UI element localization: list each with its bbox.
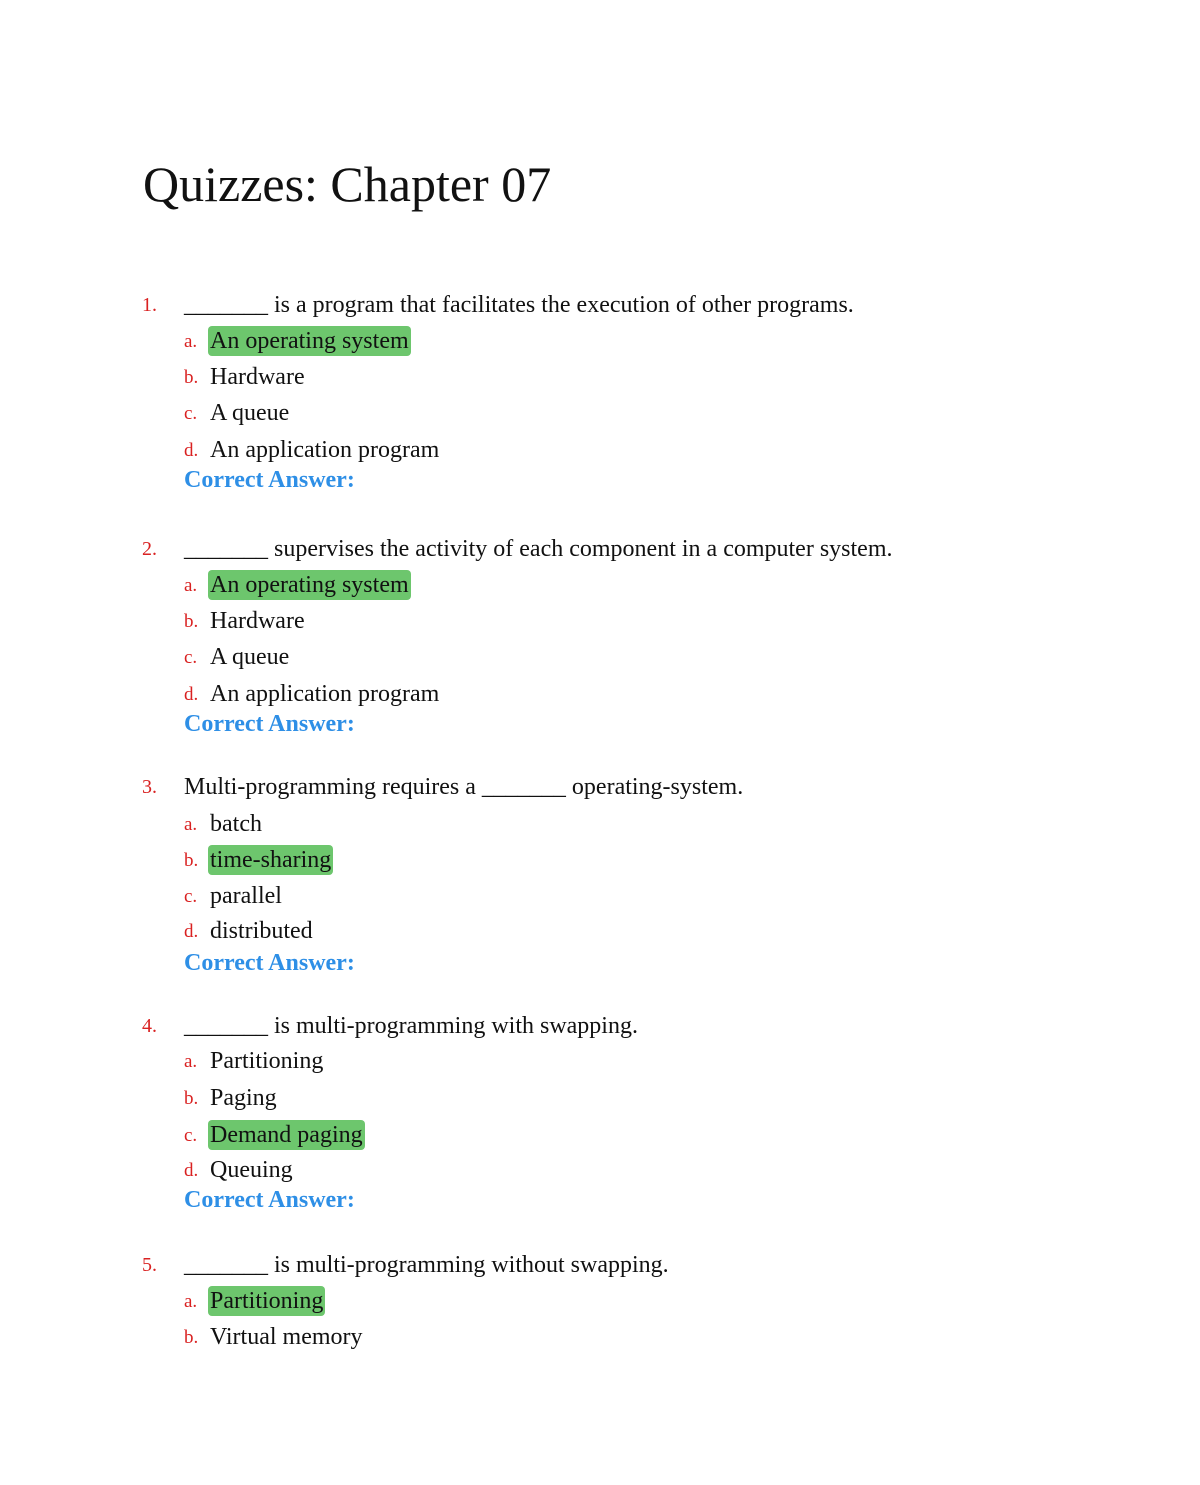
option-4d bbox=[0, 1155, 1200, 1185]
option-2a bbox=[0, 570, 1200, 600]
question-number: 2. bbox=[142, 538, 157, 560]
question-1 bbox=[0, 290, 1200, 320]
option-5a bbox=[0, 1286, 1200, 1316]
question-number: 5. bbox=[142, 1254, 157, 1276]
option-letter: a. bbox=[184, 1051, 198, 1072]
option-text: Queuing bbox=[210, 1157, 293, 1183]
option-text-highlighted: An operating system bbox=[210, 328, 409, 354]
option-3d bbox=[0, 916, 1200, 946]
option-2c bbox=[0, 642, 1200, 672]
question-3 bbox=[0, 772, 1200, 802]
option-letter: c. bbox=[184, 886, 198, 907]
option-4a bbox=[0, 1046, 1200, 1076]
option-letter: a. bbox=[184, 575, 198, 596]
option-5b bbox=[0, 1322, 1200, 1352]
question-stem: Multi-programming requires a _______ operating-system. bbox=[184, 774, 744, 800]
question-stem: _______ supervises the activity of each component in a computer system. bbox=[184, 536, 893, 562]
option-text: parallel bbox=[210, 883, 282, 909]
option-text-highlighted: Partitioning bbox=[210, 1288, 324, 1314]
question-stem: _______ is a program that facilitates the execution of other programs. bbox=[184, 292, 854, 318]
option-text-highlighted: Demand paging bbox=[210, 1122, 363, 1148]
option-1c bbox=[0, 398, 1200, 428]
option-letter: c. bbox=[184, 403, 198, 424]
option-letter: c. bbox=[184, 1125, 198, 1146]
question-stem: _______ is multi-programming without swapping. bbox=[184, 1252, 669, 1278]
option-text: batch bbox=[210, 811, 262, 837]
question-number: 3. bbox=[142, 776, 157, 798]
option-text: distributed bbox=[210, 918, 313, 944]
option-letter: b. bbox=[184, 611, 199, 632]
correct-answer-label: Correct Answer: bbox=[184, 950, 355, 976]
option-text: Paging bbox=[210, 1085, 277, 1111]
option-text: An application program bbox=[210, 681, 440, 707]
option-text-highlighted: time-sharing bbox=[210, 847, 332, 873]
correct-answer-label: Correct Answer: bbox=[184, 711, 355, 737]
correct-answer-label: Correct Answer: bbox=[184, 467, 355, 493]
option-letter: b. bbox=[184, 1327, 199, 1348]
option-text: Partitioning bbox=[210, 1048, 324, 1074]
option-text-highlighted: An operating system bbox=[210, 572, 409, 598]
question-2 bbox=[0, 534, 1200, 564]
option-3a bbox=[0, 809, 1200, 839]
option-text: Virtual memory bbox=[210, 1324, 363, 1350]
option-letter: a. bbox=[184, 331, 198, 352]
option-2b bbox=[0, 606, 1200, 636]
option-3b bbox=[0, 845, 1200, 875]
option-letter: b. bbox=[184, 1088, 199, 1109]
page-title: Quizzes: Chapter 07 bbox=[143, 156, 552, 212]
option-letter: d. bbox=[184, 440, 199, 461]
option-3c bbox=[0, 881, 1200, 911]
option-letter: b. bbox=[184, 850, 199, 871]
question-number: 4. bbox=[142, 1015, 157, 1037]
question-5 bbox=[0, 1250, 1200, 1280]
option-letter: d. bbox=[184, 921, 199, 942]
question-stem: _______ is multi-programming with swapping. bbox=[184, 1013, 638, 1039]
question-4 bbox=[0, 1011, 1200, 1041]
option-letter: b. bbox=[184, 367, 199, 388]
option-1b bbox=[0, 362, 1200, 392]
option-letter: d. bbox=[184, 1160, 199, 1181]
option-letter: a. bbox=[184, 814, 198, 835]
option-2d bbox=[0, 679, 1200, 709]
option-text: A queue bbox=[210, 400, 290, 426]
option-4c bbox=[0, 1120, 1200, 1150]
correct-answer-label: Correct Answer: bbox=[184, 1187, 355, 1213]
option-letter: c. bbox=[184, 647, 198, 668]
question-number: 1. bbox=[142, 294, 157, 316]
option-1d bbox=[0, 435, 1200, 465]
option-letter: a. bbox=[184, 1291, 198, 1312]
option-text: A queue bbox=[210, 644, 290, 670]
option-1a bbox=[0, 326, 1200, 356]
option-text: Hardware bbox=[210, 364, 305, 390]
option-text: An application program bbox=[210, 437, 440, 463]
option-letter: d. bbox=[184, 684, 199, 705]
option-4b bbox=[0, 1083, 1200, 1113]
option-text: Hardware bbox=[210, 608, 305, 634]
